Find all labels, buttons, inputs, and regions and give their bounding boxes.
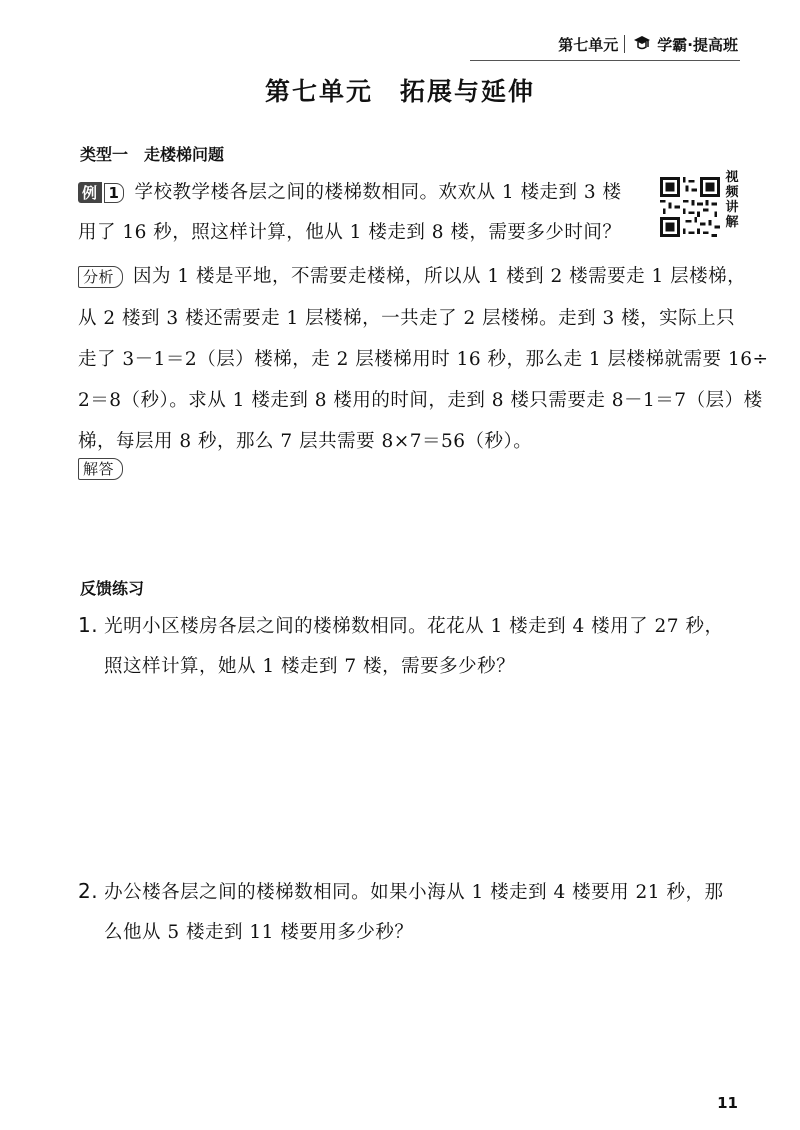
question-1-line-1	[78, 612, 723, 638]
question-2-line-1	[78, 878, 723, 904]
example-line-2: 用了 16 秒，照这样计算，他从 1 楼走到 8 楼，需要多少时间？	[78, 222, 622, 243]
analysis-line-4: 2＝8（秒）。求从 1 楼走到 8 楼用的时间，走到 8 楼只需要走 8－1＝7（层）楼	[78, 390, 763, 411]
qr-caption-char: 讲	[725, 200, 739, 215]
example-number: 1	[104, 183, 125, 203]
header-divider	[624, 35, 625, 53]
answer-row	[78, 458, 133, 480]
header-unit: 第七单元	[558, 35, 619, 54]
question-1-line-2: 照这样计算，她从 1 楼走到 7 楼，需要多少秒？	[104, 656, 516, 677]
example-line-1	[78, 178, 622, 204]
question-1-number: 1.	[78, 613, 99, 637]
header-book-title: 学霸·提高班	[657, 35, 738, 54]
page-title: 第七单元 拓展与延伸	[264, 77, 535, 106]
analysis-line-5: 梯，每层用 8 秒，那么 7 层共需要 8×7＝56（秒）。	[78, 431, 533, 452]
qr-code-icon[interactable]	[660, 177, 720, 237]
section-heading-feedback: 反馈练习	[80, 579, 145, 598]
example-badge: 例	[78, 182, 102, 203]
qr-caption-char: 解	[725, 215, 739, 230]
graduation-cap-icon	[633, 34, 651, 54]
analysis-tag: 分析	[78, 266, 123, 288]
qr-caption-char: 视	[725, 170, 739, 185]
answer-tag: 解答	[78, 458, 123, 480]
section-heading-type1: 类型一 走楼梯问题	[80, 145, 225, 164]
running-header	[558, 30, 738, 58]
qr-caption-char: 频	[725, 185, 739, 200]
example-text-1: 学校教学楼各层之间的楼梯数相同。欢欢从 1 楼走到 3 楼	[134, 182, 622, 203]
question-2-number: 2.	[78, 879, 99, 903]
header-rule	[470, 60, 740, 61]
page-number: 11	[717, 1094, 738, 1112]
analysis-line-1	[78, 262, 746, 288]
qr-caption	[724, 170, 740, 230]
analysis-text-1: 因为 1 楼是平地，不需要走楼梯，所以从 1 楼到 2 楼需要走 1 层楼梯，	[133, 266, 747, 287]
question-1-text-1: 光明小区楼房各层之间的楼梯数相同。花花从 1 楼走到 4 楼用了 27 秒，	[104, 616, 724, 637]
analysis-line-3: 走了 3－1＝2（层）楼梯，走 2 层楼梯用时 16 秒，那么走 1 层楼梯就需要 16÷	[78, 349, 769, 370]
question-2-text-1: 办公楼各层之间的楼梯数相同。如果小海从 1 楼走到 4 楼要用 21 秒，那	[104, 882, 724, 903]
analysis-line-2: 从 2 楼到 3 楼还需要走 1 层楼梯，一共走了 2 层楼梯。走到 3 楼，实际上只	[78, 308, 736, 329]
question-2-line-2: 么他从 5 楼走到 11 楼要用多少秒？	[104, 922, 414, 943]
